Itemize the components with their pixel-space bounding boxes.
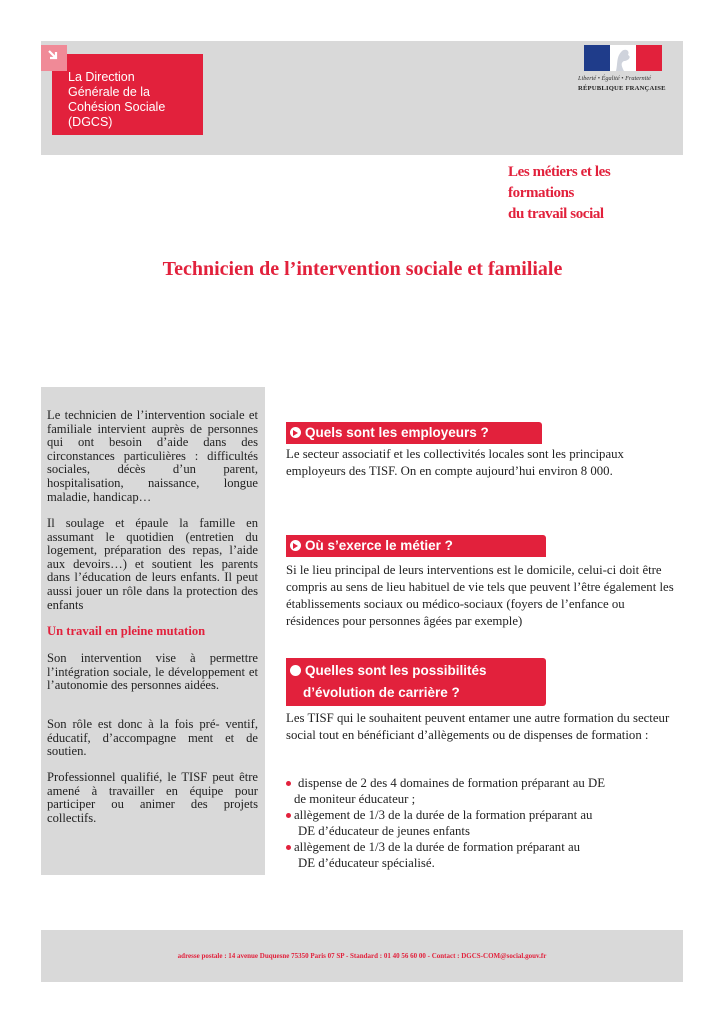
workplace-heading: Où s’exerce le métier ? — [286, 535, 546, 557]
career-text: Les TISF qui le souhaitent peuvent entamer une autre formation du secteur social tout en bénéficiant d’allègements ou de dispenses de formation : — [286, 711, 670, 742]
career-heading: Quelles sont les possibilités d’évolution de carrière ? — [286, 658, 546, 706]
rf-motto: Liberté • Égalité • Fraternité — [578, 75, 651, 82]
workplace-text: Si le lieu principal de leurs interventions est le domicile, celui-ci doit être compris au sens de lieu habituel de vie tels que peuvent l’être également les établissements sociaux ou médico-sociaux (foyers de l’enfance ou résidences pour personnes âgées par exemple) — [286, 563, 674, 628]
dgcs-name: La Direction Générale de la Cohésion Sociale (DGCS) — [68, 70, 166, 129]
sidebar-role: Son rôle est donc à la fois pré- ventif, éducatif, d’accompagne ment et de soutien. — [47, 717, 258, 759]
list-item: allègement de 1/3 de la durée de la formation préparant au DE d’éducateur de jeunes enfants — [286, 807, 686, 839]
bullet-icon — [286, 813, 291, 818]
footer-address: adresse postale : 14 avenue Duquesne 75350 Paris 07 SP - Standard : 01 40 56 60 00 - Contact : DGCS-COM@social.gouv.fr — [177, 952, 547, 960]
series-title: Les métiers et les formations du travail social — [508, 164, 611, 222]
employers-text: Le secteur associatif et les collectivités locales sont les principaux employeurs des TISF. On en compte aujourd’hui environ 8 000. — [286, 447, 624, 478]
sidebar-intro: Le technicien de l’intervention sociale et familiale intervient auprès de personnes qui ont besoin d’aide dans des circonstances particulières : difficultés sociales, décès d’un parent, hospitalisation, naissance, longue maladie, handicap… — [47, 408, 258, 504]
employers-heading: Quels sont les employeurs ? — [286, 422, 542, 444]
sidebar-support: Il soulage et épaule la famille en assumant le quotidien (entretien du logement, préparation des repas, l’aide aux devoirs…) et soutient les parents dans l’éducation de leurs enfants. Il peut aussi jouer un rôle dans la protection des enfants — [47, 516, 258, 612]
republique-francaise-logo — [578, 45, 666, 97]
arrow-right-icon — [290, 427, 301, 438]
career-bullet-list — [286, 775, 686, 871]
sidebar-team: Professionnel qualifié, le TISF peut être amené à travailler en équipe pour participer ou animer des projets collectifs. — [47, 770, 258, 825]
list-item: allègement de 1/3 de la durée de formation préparant au DE d’éducateur spécialisé. — [286, 839, 686, 871]
marianne-flag-icon — [584, 45, 662, 71]
sidebar-mutation: Son intervention vise à permettre l’intégration sociale, le développement et l’autonomie des personnes aidées. — [47, 651, 258, 693]
list-item: dispense de 2 des 4 domaines de formation préparant au DE de moniteur éducateur ; — [286, 775, 686, 807]
page-title: Technicien de l’intervention sociale et familiale — [162, 258, 563, 280]
dgcs-arrow-icon — [41, 45, 67, 71]
bullet-icon — [286, 781, 291, 786]
rf-name: RÉPUBLIQUE FRANÇAISE — [578, 85, 666, 92]
sidebar-subheading: Un travail en pleine mutation — [47, 624, 206, 638]
bullet-icon — [286, 845, 291, 850]
flag-blue — [584, 45, 610, 71]
arrow-right-icon — [290, 665, 301, 676]
flag-red — [636, 45, 662, 71]
flag-white — [610, 45, 636, 71]
arrow-right-icon — [290, 540, 301, 551]
